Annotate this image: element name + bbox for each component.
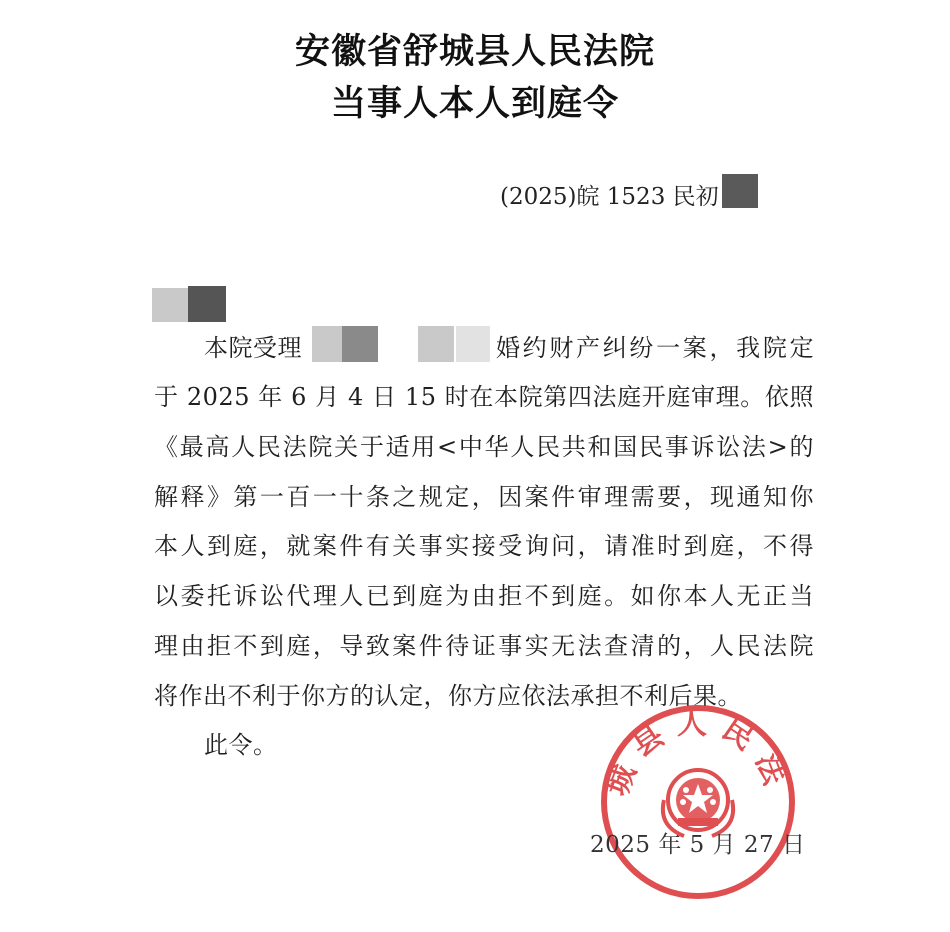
recipient-redaction-light (152, 288, 190, 322)
case-number-redaction (722, 174, 758, 208)
body-line-6: 以委托诉讼代理人已到庭为由拒不到庭。如你本人无正当 (154, 582, 814, 610)
body-line-8: 将作出不利于你方的认定，你方应依法承担不利后果。 (154, 682, 742, 710)
document-title: 安徽省舒城县人民法院 (294, 32, 655, 72)
case-number: (2025)皖 1523 民初 (500, 184, 719, 210)
issue-date: 2025 年 5 月 27 日 (590, 832, 806, 858)
party-redaction-4 (456, 326, 490, 362)
body-line-1-suffix: 婚约财产纠纷一案，我院定 (496, 334, 814, 362)
party-redaction-2 (342, 326, 378, 362)
document-subtitle: 当事人本人到庭令 (330, 84, 619, 124)
recipient-redaction (188, 286, 226, 322)
body-line-2: 于 2025 年 6 月 4 日 15 时在本院第四法庭开庭审理。依照 (154, 383, 814, 411)
body-line-7: 理由拒不到庭，导致案件待证事实无法查清的，人民法院 (154, 632, 814, 660)
seal-text: 城县人民法 (599, 706, 797, 801)
body-line-5: 本人到庭，就案件有关事实接受询问，请准时到庭，不得 (154, 532, 814, 560)
body-line-1-prefix: 本院受理 (204, 334, 302, 362)
party-redaction-3 (418, 326, 454, 362)
closing-text: 此令。 (204, 731, 278, 759)
body-line-4: 解释》第一百一十条之规定，因案件审理需要，现通知你 (154, 483, 814, 511)
body-line-3: 《最高人民法院关于适用<中华人民共和国民事诉讼法>的 (154, 433, 814, 461)
party-redaction-1 (312, 326, 346, 362)
court-seal (598, 702, 798, 902)
